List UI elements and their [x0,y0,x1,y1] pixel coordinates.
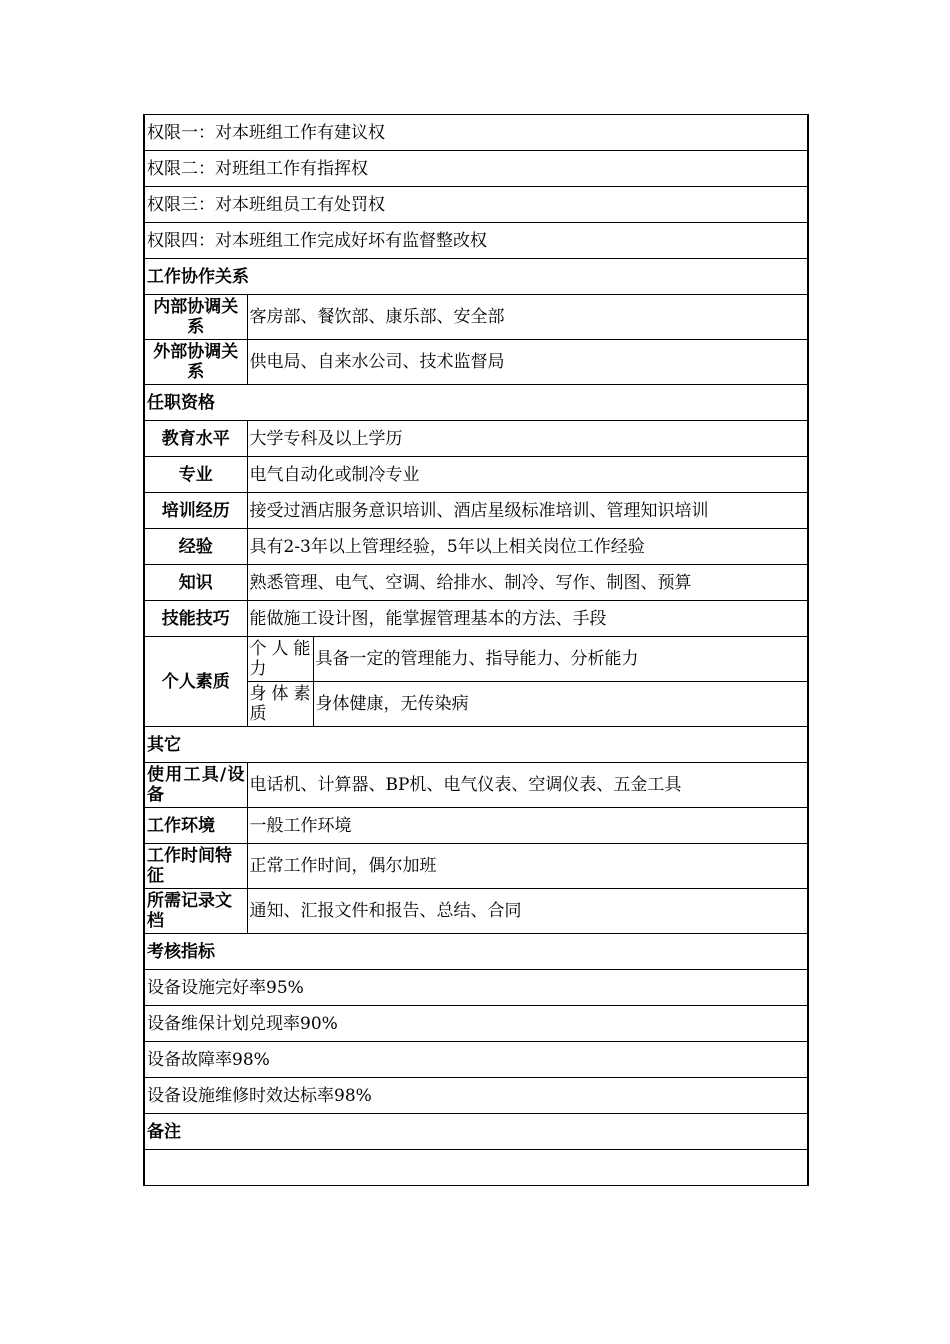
row-value: 通知、汇报文件和报告、总结、合同 [247,889,808,934]
row-value: 电话机、计算器、BP机、电气仪表、空调仪表、五金工具 [247,763,808,808]
row-label: 内部协调关系 [144,295,247,340]
section-title: 工作协作关系 [144,259,808,295]
other-row [144,808,808,844]
row-value: 具备一定的管理能力、指导能力、分析能力 [313,637,808,682]
permission-row [144,223,808,259]
row-label: 教育水平 [144,421,247,457]
row-label: 使用工具/设备 [144,763,247,808]
row-value: 能做施工设计图，能掌握管理基本的方法、手段 [247,601,808,637]
sub-label: 身体素质 [247,682,313,727]
permission-text: 权限四：对本班组工作完成好坏有监督整改权 [144,223,808,259]
permission-text: 权限三：对本班组员工有处罚权 [144,187,808,223]
row-value: 接受过酒店服务意识培训、酒店星级标准培训、管理知识培训 [247,493,808,529]
row-value: 正常工作时间，偶尔加班 [247,844,808,889]
row-label: 知识 [144,565,247,601]
kpi-row [144,1042,808,1078]
row-label: 工作时间特征 [144,844,247,889]
row-value: 身体健康，无传染病 [313,682,808,727]
row-label: 外部协调关系 [144,340,247,385]
remarks-row [144,1150,808,1186]
remarks-value [144,1150,808,1186]
qualification-row [144,529,808,565]
qualification-row [144,493,808,529]
row-label: 经验 [144,529,247,565]
section-header-other [144,727,808,763]
section-header-qualifications [144,385,808,421]
kpi-row [144,1078,808,1114]
permission-row [144,151,808,187]
kpi-row [144,970,808,1006]
row-value: 大学专科及以上学历 [247,421,808,457]
row-label: 培训经历 [144,493,247,529]
row-value: 电气自动化或制冷专业 [247,457,808,493]
other-row [144,844,808,889]
row-value: 供电局、自来水公司、技术监督局 [247,340,808,385]
permission-text: 权限二：对班组工作有指挥权 [144,151,808,187]
qualification-row [144,565,808,601]
row-label: 工作环境 [144,808,247,844]
other-row [144,763,808,808]
row-label: 技能技巧 [144,601,247,637]
kpi-row [144,1006,808,1042]
job-description-document [143,114,807,1186]
kpi-item: 设备故障率98% [144,1042,808,1078]
job-description-table [143,114,809,1186]
sub-label: 个人能力 [247,637,313,682]
section-title: 考核指标 [144,934,808,970]
row-value: 一般工作环境 [247,808,808,844]
kpi-item: 设备维保计划兑现率90% [144,1006,808,1042]
qualification-row [144,601,808,637]
kpi-item: 设备设施维修时效达标率98% [144,1078,808,1114]
row-label: 个人素质 [144,637,247,727]
row-value: 熟悉管理、电气、空调、给排水、制冷、写作、制图、预算 [247,565,808,601]
permission-row [144,187,808,223]
cooperation-row [144,340,808,385]
row-label: 所需记录文档 [144,889,247,934]
qualification-row [144,421,808,457]
kpi-item: 设备设施完好率95% [144,970,808,1006]
permission-row [144,115,808,151]
row-value: 具有2-3年以上管理经验，5年以上相关岗位工作经验 [247,529,808,565]
section-title: 任职资格 [144,385,808,421]
other-row [144,889,808,934]
permission-text: 权限一：对本班组工作有建议权 [144,115,808,151]
section-title: 其它 [144,727,808,763]
section-title: 备注 [144,1114,808,1150]
row-value: 客房部、餐饮部、康乐部、安全部 [247,295,808,340]
cooperation-row [144,295,808,340]
row-label: 专业 [144,457,247,493]
section-header-cooperation [144,259,808,295]
section-header-kpi [144,934,808,970]
qualification-row [144,457,808,493]
personal-quality-row [144,637,808,682]
section-header-remarks [144,1114,808,1150]
